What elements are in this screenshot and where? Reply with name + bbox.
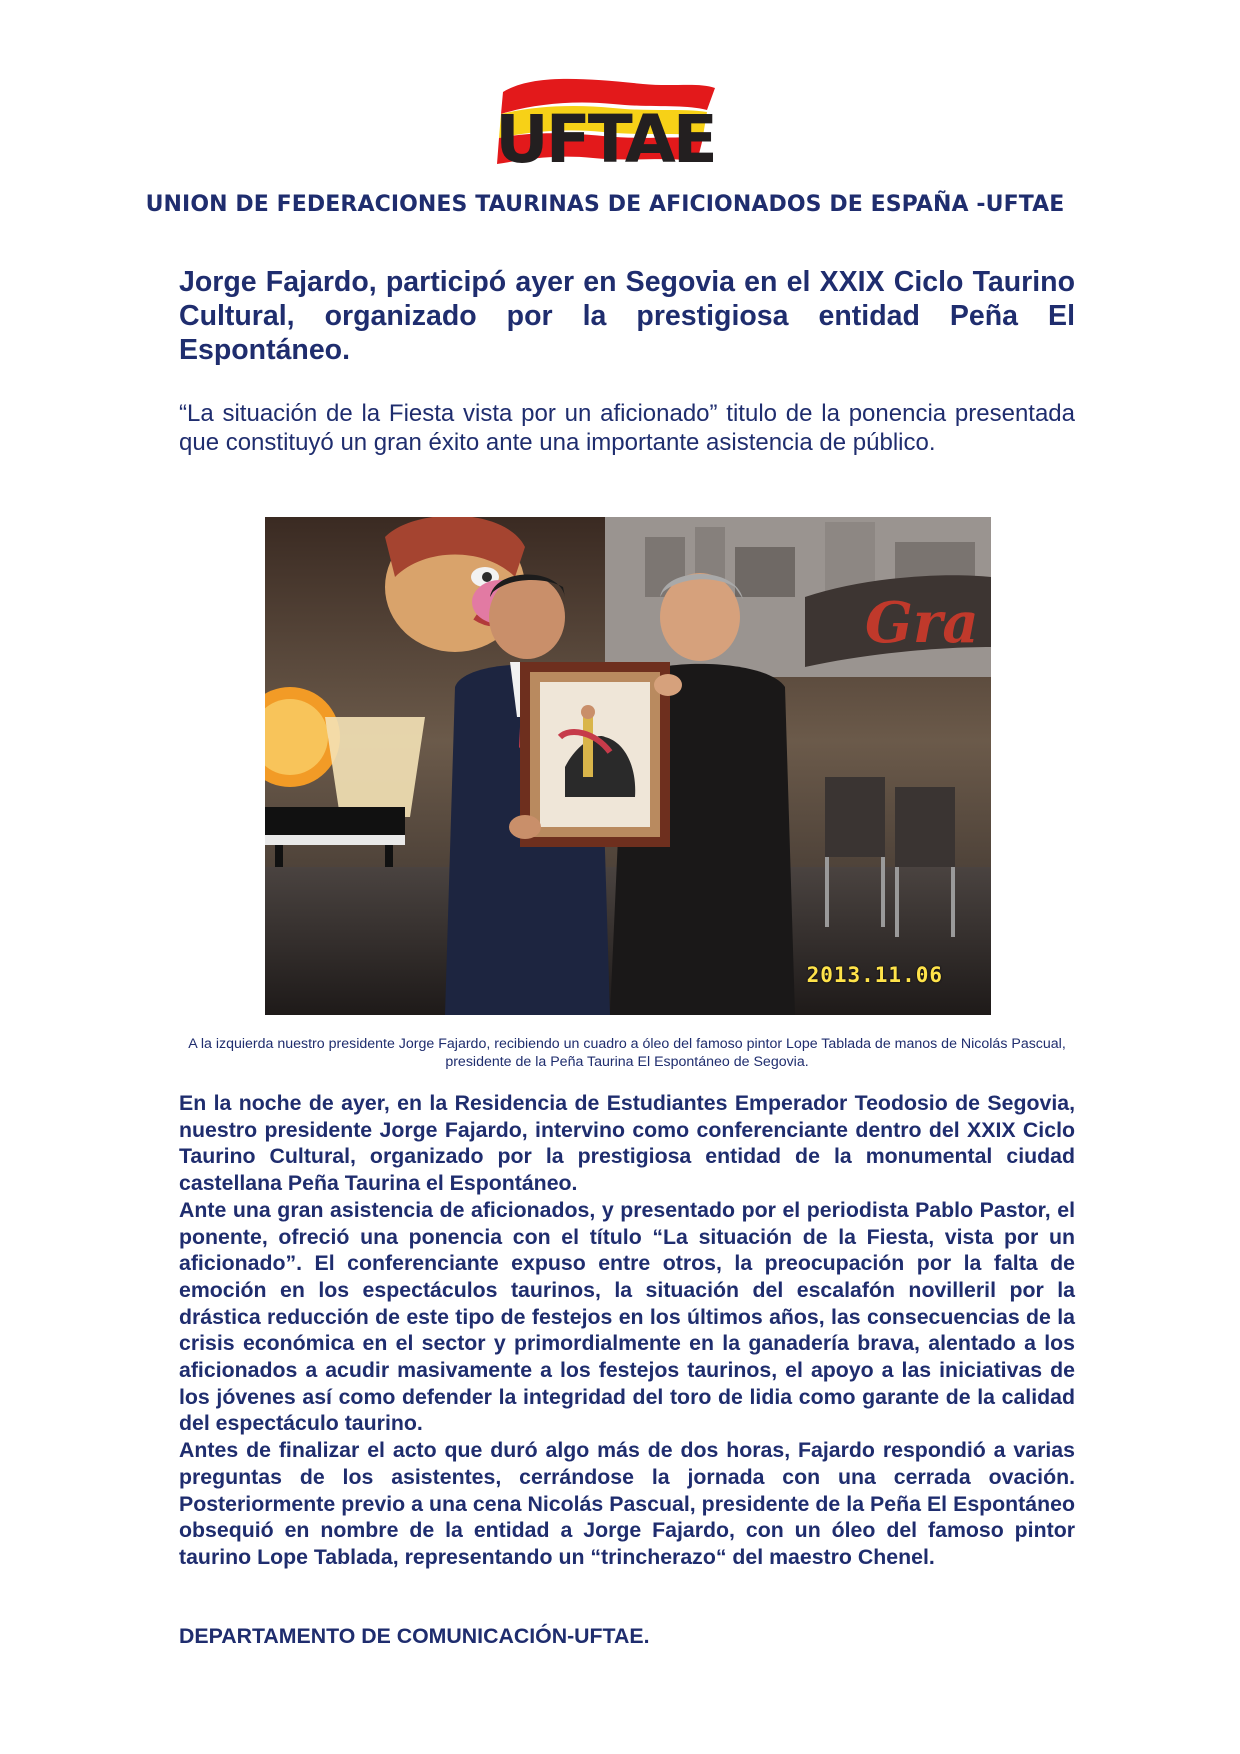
article-paragraph-2: Ante una gran asistencia de aficionados, y presentado por el periodista Pablo Pastor, el ponente, ofreció una ponencia con el título “La situación de la Fiesta, vista por un aficionado”. El conferenciante expuso entre otros, la preocupación por la falta de emoción en los espectáculos taurinos, la situación del escalafón novilleril por la drástica reducción de este tipo de festejos en los últimos años, las consecuencias de la crisis económica en el sector y primordialmente en la ganadería brava, alentado a los aficionados a acudir masivamente a los festejos taurinos, el apoyo a las iniciativas de los jóvenes así como defender la integridad del toro de lidia como garante de la calidad del espectáculo taurino. (179, 1197, 1075, 1436)
mural-sign-text: Gra (865, 590, 979, 656)
organization-name: UNION DE FEDERACIONES TAURINAS DE AFICIONADOS DE ESPAÑA -UFTAE (145, 192, 1065, 217)
headline: Jorge Fajardo, participó ayer en Segovia en el XXIX Ciclo Taurino Cultural, organizado por la prestigiosa entidad Peña El Espontáneo. (179, 266, 1075, 366)
subheadline: “La situación de la Fiesta vista por un aficionado” titulo de la ponencia presentada que constituyó un gran éxito ante una importante asistencia de público. (179, 400, 1075, 456)
event-photo (265, 517, 991, 1015)
photo-date-stamp: 2013.11.06 (806, 963, 943, 987)
article-body (179, 1090, 1075, 1571)
logo-text: UFTAE (495, 101, 715, 178)
photo-caption: A la izquierda nuestro presidente Jorge Fajardo, recibiendo un cuadro a óleo del famoso pintor Lope Tablada de manos de Nicolás Pascual, presidente de la Peña Taurina El Espontáneo de Segovia. (188, 1036, 1066, 1070)
uftae-logo (493, 70, 718, 180)
article-paragraph-1: En la noche de ayer, en la Residencia de Estudiantes Emperador Teodosio de Segovia, nuestro presidente Jorge Fajardo, intervino como conferenciante dentro del XXIX Ciclo Taurino Cultural, organizado por la prestigiosa entidad de la monumental ciudad castellana Peña Taurina el Espontáneo. (179, 1091, 1075, 1196)
department-signature: DEPARTAMENTO DE COMUNICACIÓN-UFTAE. (179, 1624, 650, 1648)
article-paragraph-3: Antes de finalizar el acto que duró algo más de dos horas, Fajardo respondió a varias preguntas de los asistentes, cerrándose la jornada con una cerrada ovación. Posteriormente previo a una cena Nicolás Pascual, presidente de la Peña El Espontáneo obsequió en nombre de la entidad a Jorge Fajardo, con un óleo del famoso pintor taurino Lope Tablada, representando un “trincherazo“ del maestro Chenel. (179, 1438, 1075, 1569)
